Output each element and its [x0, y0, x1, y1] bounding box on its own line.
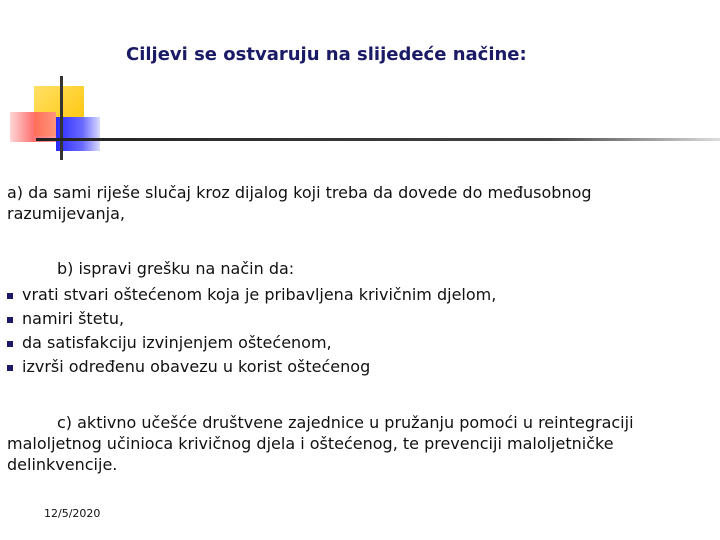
list-item-text: vrati stvari oštećenom koja je pribavljena krivičnim djelom, [22, 285, 497, 304]
list-item-text: namiri štetu, [22, 309, 125, 328]
paragraph-b-intro: b) ispravi grešku na način da: [57, 259, 295, 278]
slide-date: 12/5/2020 [44, 507, 101, 520]
slide-title: Ciljevi se ostvaruju na slijedeće načine: [126, 44, 527, 65]
paragraph-a: a) da sami riješe slučaj kroz dijalog koji treba da dovede do međusobnog razumijevanja, [7, 183, 592, 223]
list-item [7, 283, 496, 307]
list-item [7, 331, 496, 355]
list-item-text: da satisfakciju izvinjenjem oštećenom, [22, 333, 332, 352]
bullet-list [7, 283, 496, 379]
list-item [7, 307, 496, 331]
vertical-line [60, 76, 63, 160]
paragraph-c-text: c) aktivno učešće društvene zajednice u pružanju pomoći u reintegraciji maloljetnog učinioca krivičnog djela i oštećenog, te prevenciji maloljetničke delinkvencije. [7, 413, 634, 474]
red-bar [10, 112, 56, 142]
horizontal-line [36, 138, 720, 141]
paragraph-c [7, 412, 707, 475]
square-bullet-icon [7, 293, 13, 299]
square-bullet-icon [7, 317, 13, 323]
square-bullet-icon [7, 365, 13, 371]
decorative-header-graphic [0, 0, 720, 170]
list-item-text: izvrši određenu obavezu u korist oštećenog [22, 357, 371, 376]
list-item [7, 355, 496, 379]
square-bullet-icon [7, 341, 13, 347]
